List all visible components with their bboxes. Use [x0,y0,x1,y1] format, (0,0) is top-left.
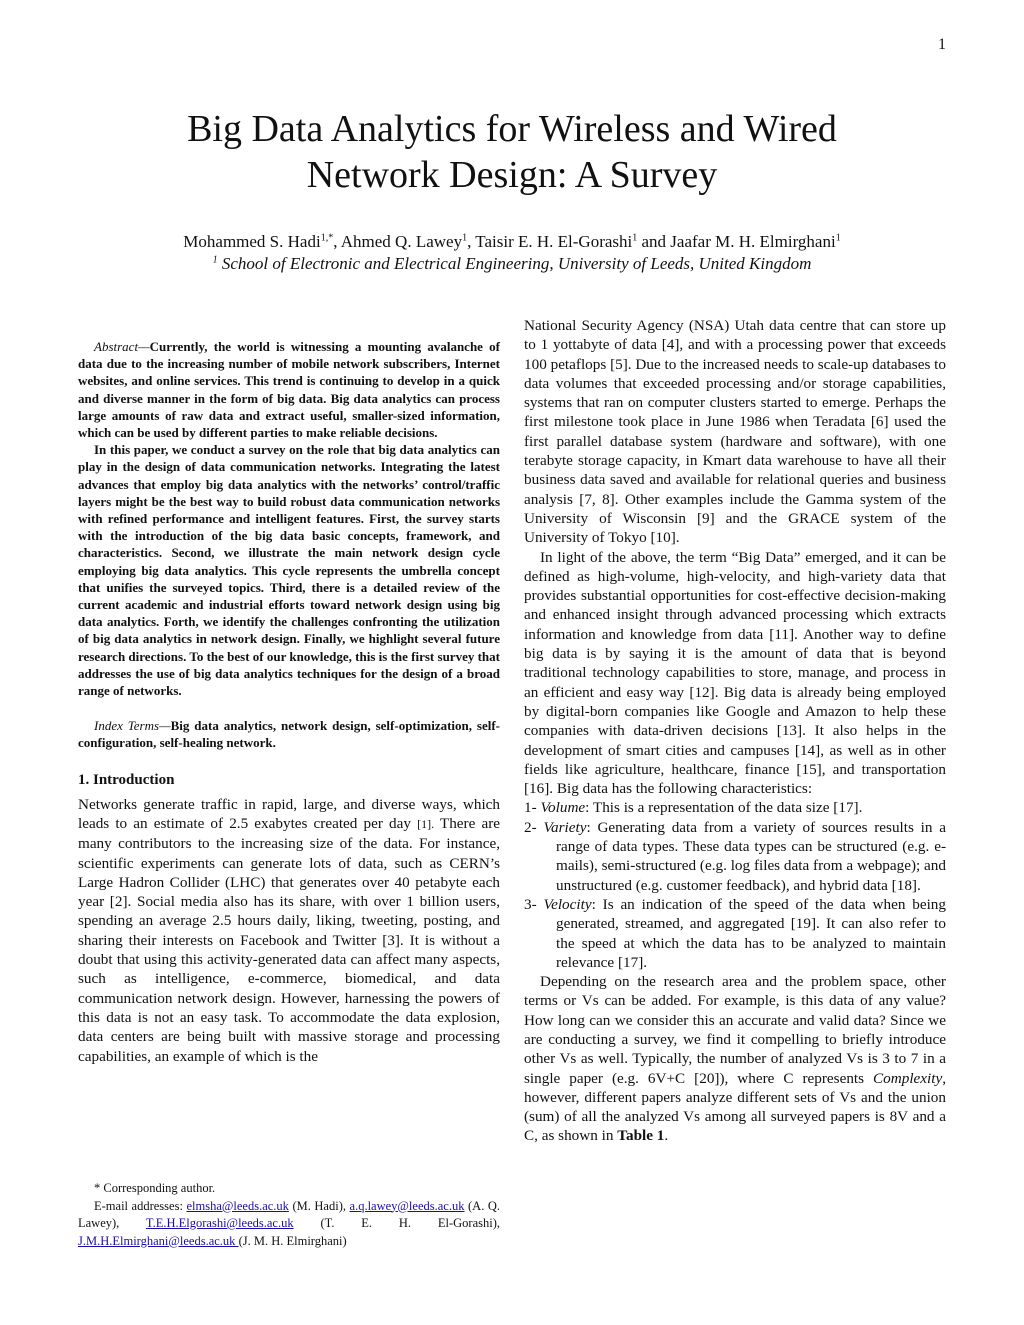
affiliation-text: School of Electronic and Electrical Engineering, University of Leeds, United Kingdom [217,254,812,273]
author-affiliation-mark: 1 [632,232,638,244]
body-text: Depending on the research area and the problem space, other terms or Vs can be added. For example, is this data of any value? How long can we consider this an accurate and valid data? Since we are conducting a survey, we find it compelling to briefly introduce other Vs as well. Typically, the number of analyzed Vs is 3 to 7 in a single paper (e.g. 6V+C [20]), where C represents [524,973,946,1087]
index-terms-lead: Index Terms— [94,718,171,734]
email-label: E-mail addresses: [94,1198,187,1213]
list-item [524,895,946,972]
list-text: : Generating data from a variety of sources results in a range of data types. These data types can be structured (e.g. e-mails), semi-structured (e.g. log files data from a webpage); and unstructured (e.g. customer feedback), and hybrid data [18]. [556,818,946,894]
title-line-2: Network Design: A Survey [306,154,718,196]
introduction-text: Networks generate traffic in rapid, large, and diverse ways, which leads to an estimate of 2.5 exabytes created per day [78,795,500,832]
list-text: : Is an indication of the speed of the data when being generated, streamed, and aggregated [19]. It can also refer to the speed at which the data has to be analyzed to maintain relevance [17]. [556,895,946,971]
list-text: : This is a representation of the data size [17]. [585,799,863,817]
author-name: , Taisir E. H. El-Gorashi [467,232,633,251]
title-line-1: Big Data Analytics for Wireless and Wired [187,108,837,150]
list-number: 3- [524,895,544,913]
abstract-text: Currently, the world is witnessing a mounting avalanche of data due to the increasing number of mobile network subscribers, Internet websites, and online services. This trend is continuing to develop in a quick and diverse manner in the form of big data. Big data analytics can process large amounts of raw data and extract useful, smaller-sized information, which can be used by different parties to make reliable decisions. [78,339,500,441]
body-paragraph: In light of the above, the term “Big Data” emerged, and it can be defined as high-volume, high-velocity, and high-variety data that provides substantial opportunities for cost-effective decision-making and enhanced insight through advanced processing which extracts information and knowledge from data [11]. Another way to define big data is by saying it is the amount of data that is beyond traditional technology capabilities to store, manage, and process in an efficient and easy way [12]. Big data is already being employed by digital-born companies like Google and Amazon to help these companies with data-driven decisions [13]. It also helps in the development of smart cities and campuses [14], as well as in other fields like agriculture, healthcare, finance [15], and transportation [16]. Big data has the following characteristics: [524,548,946,798]
abstract-lead: Abstract— [94,339,150,354]
email-addresses [78,1198,500,1251]
list-item [524,818,946,895]
citation: [1]. [417,816,435,831]
abstract [78,338,500,699]
list-term: Volume [540,799,586,817]
abstract-paragraph [78,338,500,441]
introduction-text: There are many contributors to the increasing size of the data. For instance, scientific experiments can generate lots of data, such as CERN’s Large Hadron Collider (LHC) that generates over 40 petabyte each year [2]. Social media also has its share, with over 1 billion users, spending an average 2.5 hours daily, liking, tweeting, posting, and sharing their interests on Facebook and Twitter [3]. It is without a doubt that using this activity-generated data can affect many aspects, such as intelligence, e-commerce, biomedical, and data communication network design. However, harnessing the powers of this data is not an easy task. To accommodate the data explosion, data centers are being built with massive storage and processing capabilities, an example of which is the [78,814,500,1065]
author-affiliation-mark: 1,* [320,232,334,244]
list-term: Variety [543,818,587,836]
author-list [60,232,964,252]
author-affiliation-mark: 1 [462,232,468,244]
body-paragraph [524,972,946,1146]
affiliation [60,254,964,274]
email-owner: (T. E. H. El-Gorashi), [293,1216,500,1230]
index-terms-text: Big data analytics, network design, self-optimization, self-configuration, self-healing network. [78,718,500,751]
page-number: 1 [938,36,946,53]
abstract-paragraph: In this paper, we conduct a survey on the role that big data analytics can play in the design of data communication networks. Integrating the latest advances that employ big data analytics with the networks’ control/traffic layers might be the best way to build robust data communication networks with refined performance and intelligent features. First, the survey starts with the introduction of the big data basic concepts, framework, and characteristics. Second, we illustrate the main network design cycle employing big data analytics. This cycle represents the umbrella concept that unifies the surveyed topics. Third, there is a detailed review of the current academic and industrial efforts toward network design using big data analytics. Forth, we identify the challenges confronting the utilization of big data analytics in network design. Finally, we highlight several future research directions. To the best of our knowledge, this is the first survey that addresses the use of big data analytics techniques for the design of a broad range of networks. [78,442,500,699]
author-name: , Ahmed Q. Lawey [333,232,463,251]
footnote [78,1180,500,1250]
list-item [524,798,946,817]
left-column [78,338,500,1066]
email-link[interactable]: a.q.lawey@leeds.ac.uk [349,1198,465,1213]
body-text: . [664,1127,669,1145]
section-heading-introduction: 1. Introduction [78,771,175,788]
author-name: and Jaafar M. H. Elmirghani [637,232,836,251]
email-owner: (M. Hadi), [288,1198,350,1213]
email-link[interactable]: elmsha@leeds.ac.uk [186,1198,289,1213]
author-name: Mohammed S. Hadi [183,232,321,251]
email-link[interactable]: T.E.H.Elgorashi@leeds.ac.uk [145,1216,294,1230]
right-column [524,316,946,1146]
emphasis-term: Complexity [873,1069,943,1087]
list-number: 2- [524,818,544,836]
email-owner: (A. Q. Lawey), [78,1198,501,1230]
introduction-body [78,795,500,1066]
list-term: Velocity [543,895,592,913]
paper-title [120,106,904,198]
author-affiliation-mark: 1 [835,232,841,244]
email-owner: (J. M. H. Elmirghani) [238,1233,347,1248]
table-reference[interactable]: Table 1 [617,1127,665,1145]
email-link[interactable]: J.M.H.Elmirghani@leeds.ac.uk [78,1233,239,1248]
body-paragraph: National Security Agency (NSA) Utah data centre that can store up to 1 yottabyte of data [4], and with a processing power that exceeds 100 petaflops [5]. Due to the increased needs to scale-up databases to data volumes that exceeded processing and/or storage capabilities, systems that ran on computer clusters started to emerge. Perhaps the first milestone took place in June 1986 when Teradata [6] used the first parallel database system (hardware and software), with one terabyte storage capacity, in Kmart data warehouse to have all their business data saved and available for relational queries and business analysis [7, 8]. Other examples include the Gamma system of the University of Wisconsin [9] and the GRACE system of the University of Tokyo [10]. [524,317,946,547]
body-text: , however, different papers analyze different sets of Vs and the union (sum) of all the analyzed Vs among all surveyed papers is 8V and a C, as shown in [524,1069,946,1145]
introduction-paragraph [78,795,500,1066]
affiliation-mark: 1 [212,254,218,266]
list-number: 1- [524,799,541,817]
index-terms [78,717,500,751]
corresponding-author-note: * Corresponding author. [94,1181,216,1195]
